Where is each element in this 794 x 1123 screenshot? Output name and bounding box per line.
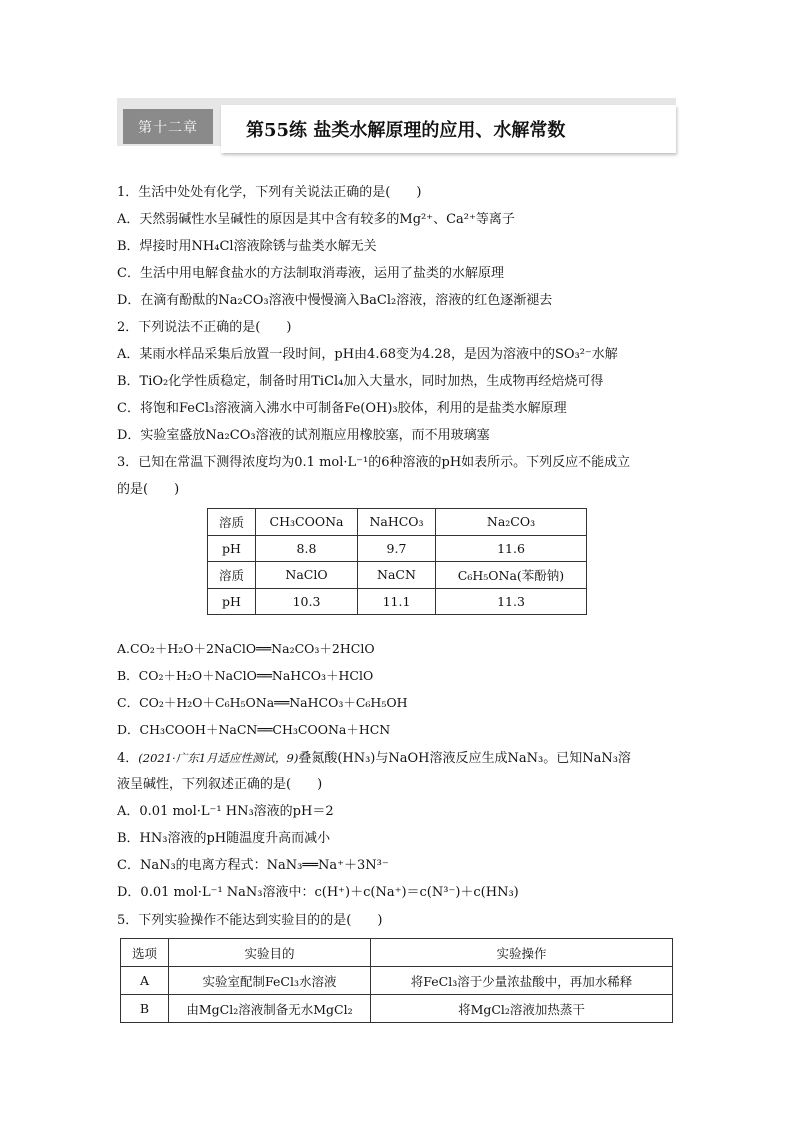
q3-stem-line2: 的是( )	[117, 482, 180, 497]
q3-stem-line1: 3．已知在常温下测得浓度均为0.1 mol·L⁻¹的6种溶液的pH如表所示。下列反应不能成立	[117, 455, 631, 470]
table-cell: 将FeCl₃溶于少量浓盐酸中，再加水稀释	[371, 967, 673, 995]
q3-option-b: B．CO₂＋H₂O＋NaClO══NaHCO₃＋HClO	[117, 668, 374, 683]
q4-option-a: A．0.01 mol·L⁻¹ HN₃溶液的pH＝2	[117, 804, 334, 819]
table-row	[208, 535, 587, 562]
q1-stem: 1．生活中处处有化学，下列有关说法正确的是( )	[117, 185, 422, 200]
q4-option-b: B．HN₃溶液的pH随温度升高而减小	[117, 831, 331, 846]
table-row	[208, 509, 587, 536]
q1-option-d: D．在滴有酚酞的Na₂CO₃溶液中慢慢滴入BaCl₂溶液，溶液的红色逐渐褪去	[117, 293, 553, 308]
q4-option-c: C．NaN₃的电离方程式：NaN₃══Na⁺＋3N³⁻	[117, 858, 389, 873]
experiment-table	[120, 938, 673, 1023]
table-cell: 8.8	[256, 535, 358, 562]
table-row	[121, 939, 673, 967]
table-cell: 由MgCl₂溶液制备无水MgCl₂	[169, 995, 371, 1023]
ph-table	[207, 508, 587, 615]
table-cell: 11.3	[436, 588, 587, 615]
q4-source: (2021·广东1月适应性测试，9)	[138, 751, 299, 765]
table-cell: 实验室配制FeCl₃水溶液	[169, 967, 371, 995]
table-cell: NaHCO₃	[358, 509, 436, 536]
q2-option-b: B．TiO₂化学性质稳定，制备时用TiCl₄加入大量水，同时加热，生成物再经焙烧可得	[117, 374, 604, 389]
table-cell: pH	[208, 535, 256, 562]
table-cell: B	[121, 995, 169, 1023]
table-cell: Na₂CO₃	[436, 509, 587, 536]
table-cell: 实验操作	[371, 939, 673, 967]
table-cell: CH₃COONa	[256, 509, 358, 536]
q4-stem-line2: 液呈碱性，下列叙述正确的是( )	[117, 777, 323, 792]
q2-stem: 2．下列说法不正确的是( )	[117, 320, 292, 335]
q4-stem-text: 叠氮酸(HN₃)与NaOH溶液反应生成NaN₃。已知NaN₃溶	[298, 751, 631, 766]
table-cell: 9.7	[358, 535, 436, 562]
table-cell: pH	[208, 588, 256, 615]
q1-option-b: B．焊接时用NH₄Cl溶液除锈与盐类水解无关	[117, 239, 377, 254]
q4-option-d: D．0.01 mol·L⁻¹ NaN₃溶液中：c(H⁺)＋c(Na⁺)＝c(N³⁻)＋c(HN₃)	[117, 885, 519, 900]
table-row	[121, 995, 673, 1023]
table-cell: C₆H₅ONa(苯酚钠)	[436, 562, 587, 589]
q3-option-d: D．CH₃COOH＋NaCN══CH₃COONa＋HCN	[117, 722, 391, 737]
q2-option-a: A．某雨水样品采集后放置一段时间，pH由4.68变为4.28，是因为溶液中的SO₃²⁻水解	[117, 347, 618, 362]
table-cell: 溶质	[208, 562, 256, 589]
table-cell: A	[121, 967, 169, 995]
q1-option-c: C．生活中用电解食盐水的方法制取消毒液，运用了盐类的水解原理	[117, 266, 504, 281]
table-cell: NaCN	[358, 562, 436, 589]
chapter-label: 第十二章	[123, 109, 213, 144]
page-title: 第55练 盐类水解原理的应用、水解常数	[246, 120, 566, 141]
q2-option-d: D．实验室盛放Na₂CO₃溶液的试剂瓶应用橡胶塞，而不用玻璃塞	[117, 428, 490, 443]
table-row	[208, 588, 587, 615]
table-row	[208, 562, 587, 589]
table-cell: 11.6	[436, 535, 587, 562]
table-cell: 10.3	[256, 588, 358, 615]
table-cell: 实验目的	[169, 939, 371, 967]
table-cell: NaClO	[256, 562, 358, 589]
table-row	[121, 967, 673, 995]
q5-stem: 5．下列实验操作不能达到实验目的的是( )	[117, 913, 383, 928]
q3-option-c: C．CO₂＋H₂O＋C₆H₅ONa══NaHCO₃＋C₆H₅OH	[117, 695, 408, 710]
q1-option-a: A．天然弱碱性水呈碱性的原因是其中含有较多的Mg²⁺、Ca²⁺等离子	[117, 212, 515, 227]
q2-option-c: C．将饱和FeCl₃溶液滴入沸水中可制备Fe(OH)₃胶体，利用的是盐类水解原理	[117, 401, 567, 416]
q4-stem-line1	[117, 749, 631, 768]
table-cell: 11.1	[358, 588, 436, 615]
q4-number: 4．	[117, 751, 139, 766]
table-cell: 选项	[121, 939, 169, 967]
table-cell: 溶质	[208, 509, 256, 536]
table-cell: 将MgCl₂溶液加热蒸干	[371, 995, 673, 1023]
q3-option-a: A.CO₂＋H₂O＋2NaClO══Na₂CO₃＋2HClO	[117, 641, 375, 656]
